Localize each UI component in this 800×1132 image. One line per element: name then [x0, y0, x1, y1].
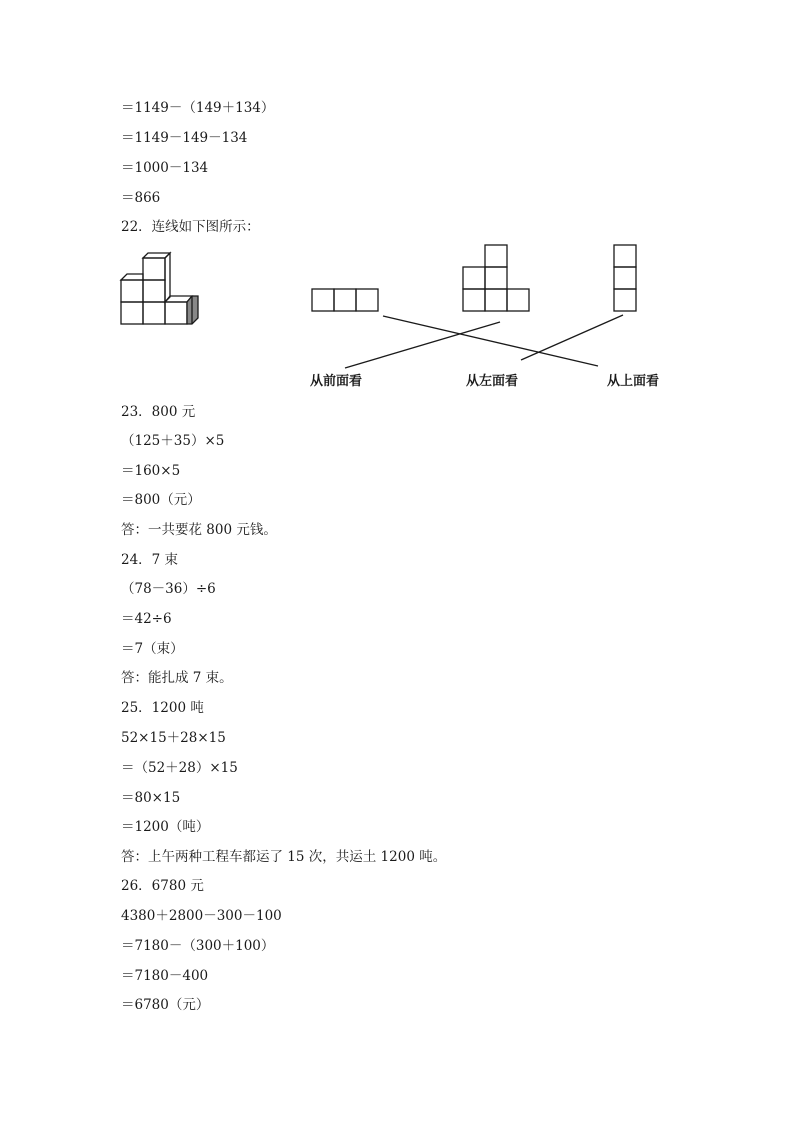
answer-line: 答：能扎成 7 束。 [121, 670, 233, 686]
text-line: ＝160×5 [121, 463, 181, 479]
match-line [345, 322, 500, 368]
cube-stack-drawing [121, 253, 198, 324]
text-line: 4380＋2800－300－100 [121, 908, 282, 924]
text-line: ＝1200（吨） [121, 819, 210, 835]
text-line: ＝80×15 [121, 790, 181, 806]
text-line: ＝1149－149－134 [121, 130, 248, 146]
text-line: ＝1149－（149＋134） [121, 100, 275, 116]
question-25-heading: 25．1200 吨 [121, 700, 204, 716]
question-24-heading: 24．7 束 [121, 552, 179, 568]
answer-line: 答：上午两种工程车都运了 15 次，共运土 1200 吨。 [121, 849, 447, 865]
label-left-view: 从左面看 [466, 374, 519, 389]
match-line [383, 316, 598, 366]
text-line: 52×15＋28×15 [121, 730, 226, 746]
text-line: （78－36）÷6 [121, 581, 216, 597]
text-line: ＝7180－（300＋100） [121, 938, 275, 954]
text-line: ＝7（束） [121, 641, 184, 657]
text-line: ＝866 [121, 190, 161, 206]
stepped-shape-view [463, 245, 529, 311]
text-line: （125＋35）×5 [121, 433, 225, 449]
label-front-view: 从前面看 [310, 374, 363, 389]
text-line: ＝（52＋28）×15 [121, 760, 238, 776]
match-line [521, 315, 623, 360]
question-23-heading: 23．800 元 [121, 404, 196, 420]
text-line: ＝800（元） [121, 492, 201, 508]
question-26-heading: 26．6780 元 [121, 878, 204, 894]
text-line: ＝1000－134 [121, 160, 209, 176]
question-22-heading: 22．连线如下图所示： [121, 219, 260, 235]
text-line: ＝6780（元） [121, 997, 210, 1013]
label-top-view: 从上面看 [607, 374, 660, 389]
row-of-three-view [312, 289, 378, 311]
answer-line: 答：一共要花 800 元钱。 [121, 522, 277, 538]
text-line: ＝42÷6 [121, 611, 172, 627]
column-of-three-view [614, 245, 636, 311]
text-line: ＝7180－400 [121, 968, 209, 984]
